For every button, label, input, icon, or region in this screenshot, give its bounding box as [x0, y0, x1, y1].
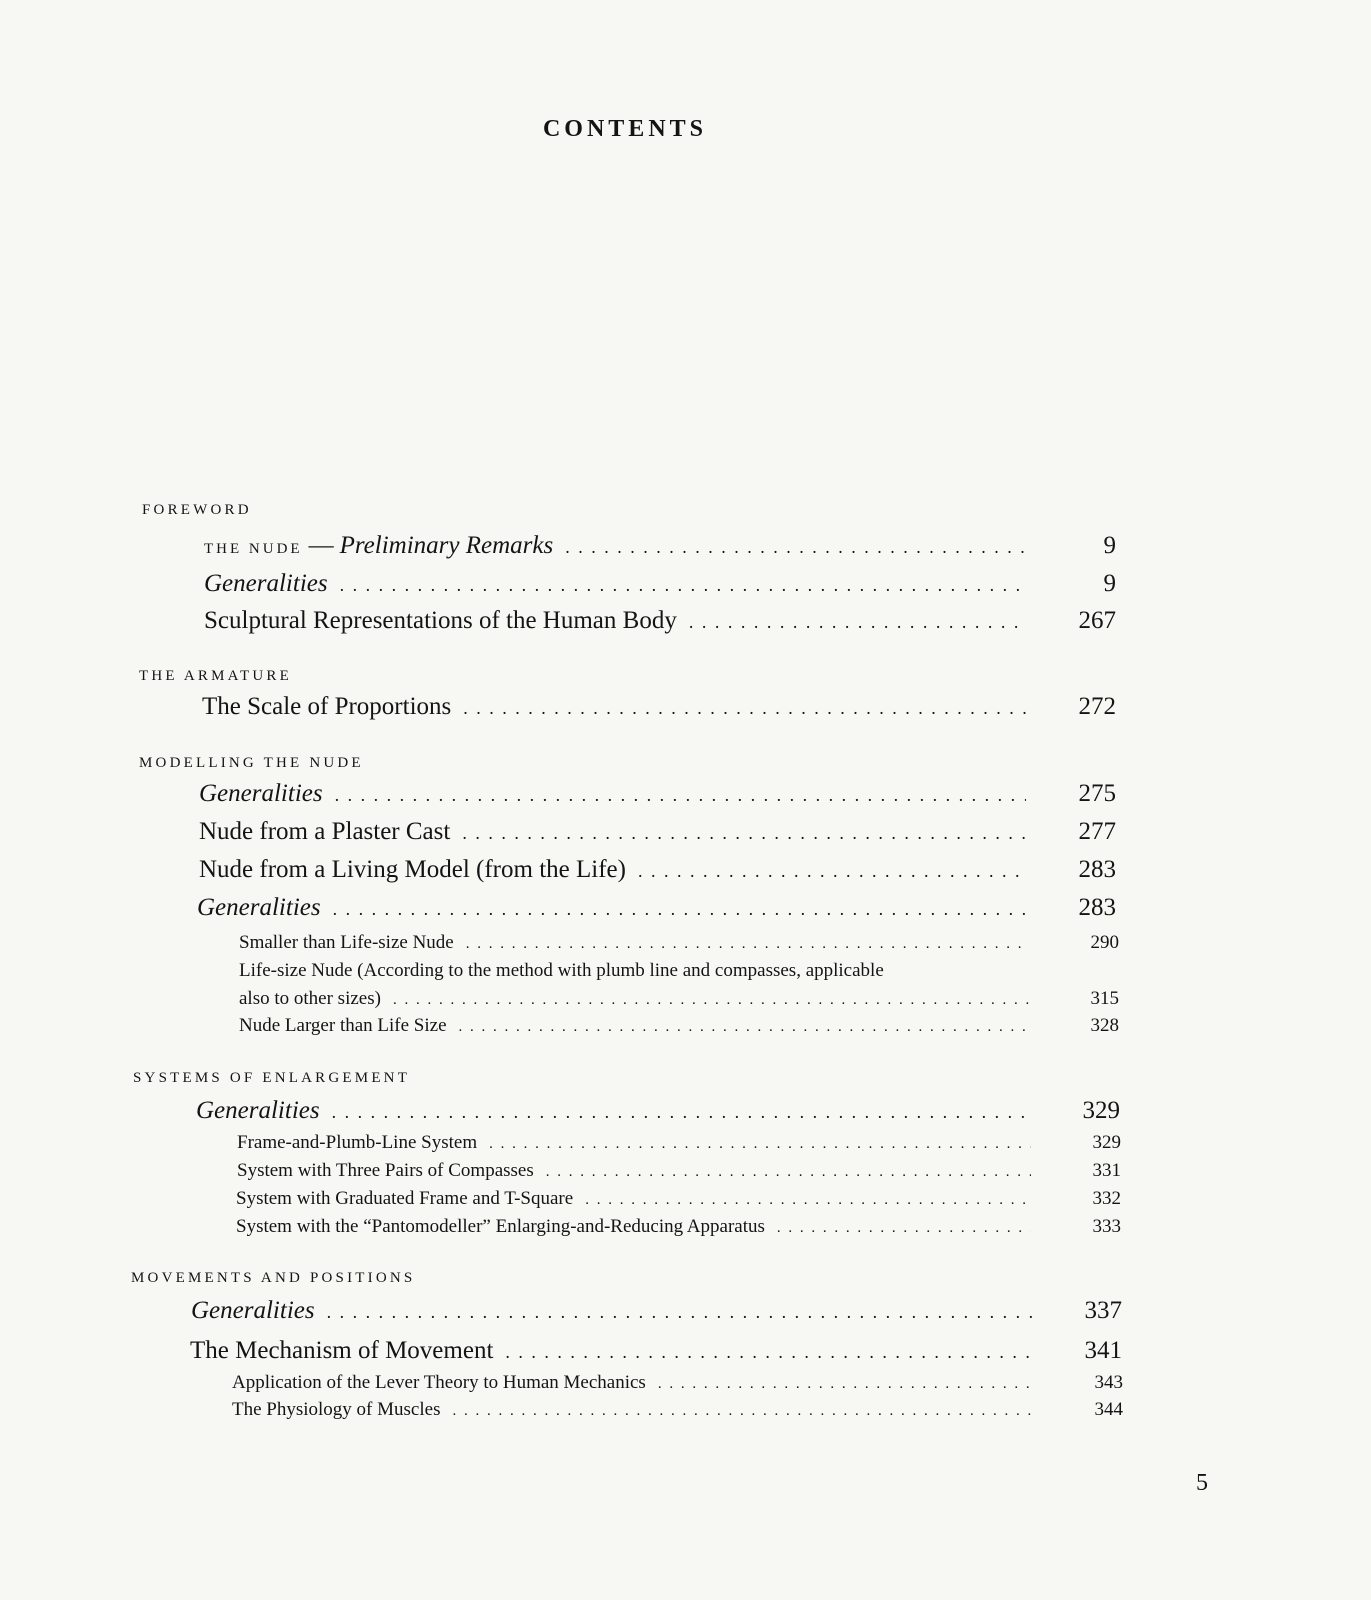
toc-entry-label: Generalities: [196, 1097, 320, 1124]
section-heading-movements: MOVEMENTS AND POSITIONS: [131, 1270, 416, 1286]
dot-leader: [335, 785, 1026, 806]
toc-entry-label-rest: Preliminary Remarks: [339, 532, 554, 559]
toc-entry-label: System with the “Pantomodeller” Enlarging-and-Reducing Apparatus: [236, 1216, 765, 1237]
toc-entry-label: Sculptural Representations of the Human Body: [204, 607, 677, 634]
dot-leader: [466, 936, 1029, 953]
toc-entry-label: The Mechanism of Movement: [190, 1337, 494, 1364]
toc-entry-label: Generalities: [199, 780, 323, 807]
toc-page-number: 331: [1092, 1160, 1121, 1181]
toc-subentry-life-size-line1[interactable]: Life-size Nude (According to the method with plumb line and compasses, applicable: [239, 960, 884, 981]
toc-entry-scale-of-proportions[interactable]: [202, 693, 1116, 721]
section-heading-foreword: FOREWORD: [142, 502, 252, 518]
toc-entry-label: Nude Larger than Life Size: [239, 1015, 447, 1036]
toc-page-number: 343: [1094, 1372, 1123, 1393]
dot-leader: [452, 1403, 1033, 1420]
toc-page-number: 341: [1084, 1337, 1122, 1364]
toc-page-number: 267: [1078, 607, 1116, 634]
toc-entry-label: Nude from a Plaster Cast: [199, 818, 451, 845]
toc-page-number: 290: [1090, 932, 1119, 953]
toc-subentry-smaller-than-life[interactable]: [239, 932, 1119, 954]
toc-entry-label: Application of the Lever Theory to Human Mechanics: [232, 1372, 646, 1393]
toc-entry-generalities[interactable]: [204, 570, 1116, 598]
toc-page-number: 315: [1090, 988, 1119, 1009]
page-title: CONTENTS: [542, 116, 708, 142]
toc-subentry-larger-than-life[interactable]: [239, 1015, 1119, 1037]
toc-subentry-physiology-of-muscles[interactable]: [232, 1399, 1123, 1421]
dot-leader: [332, 1102, 1030, 1123]
toc-entry-generalities[interactable]: [196, 1097, 1120, 1125]
toc-entry-label: Frame-and-Plumb-Line System: [237, 1132, 478, 1153]
dot-leader: [340, 575, 1026, 596]
section-heading-enlargement: SYSTEMS OF ENLARGEMENT: [133, 1070, 411, 1086]
dot-leader: [505, 1342, 1032, 1363]
toc-page-number: 332: [1092, 1188, 1121, 1209]
toc-page-number: 277: [1078, 818, 1116, 845]
toc-entry-mechanism-of-movement[interactable]: [190, 1337, 1122, 1365]
toc-entry-label-lead: THE NUDE: [204, 541, 303, 557]
dot-leader: [463, 698, 1026, 719]
dot-leader: [658, 1376, 1033, 1393]
toc-entry-label: System with Three Pairs of Compasses: [237, 1160, 534, 1181]
toc-page-number: 328: [1090, 1015, 1119, 1036]
toc-entry-the-nude[interactable]: [204, 532, 1116, 560]
toc-subentry-three-compasses[interactable]: [237, 1160, 1121, 1182]
toc-subentry-lever-theory[interactable]: [232, 1372, 1123, 1394]
toc-entry-label: Smaller than Life-size Nude: [239, 932, 454, 953]
toc-page-number: 333: [1092, 1216, 1121, 1237]
toc-subentry-frame-plumb-line[interactable]: [237, 1132, 1121, 1154]
toc-entry-label: System with Graduated Frame and T-Square: [236, 1188, 574, 1209]
toc-page-number: 283: [1078, 894, 1116, 921]
toc-subentry-pantomodeller[interactable]: [236, 1216, 1121, 1238]
page-folio-number: 5: [1196, 1470, 1208, 1496]
toc-page-number: 9: [1103, 570, 1116, 597]
dot-leader: [546, 1164, 1031, 1181]
dot-leader: [393, 992, 1029, 1009]
toc-entry-label: Generalities: [191, 1297, 315, 1324]
toc-entry-label: The Physiology of Muscles: [232, 1399, 441, 1420]
dot-leader: [585, 1192, 1031, 1209]
dot-leader: [638, 861, 1026, 882]
toc-entry-label-dash: —: [308, 532, 334, 559]
toc-page-number: 272: [1078, 693, 1116, 720]
toc-entry-plaster-cast[interactable]: [199, 818, 1116, 846]
toc-subentry-life-size[interactable]: [239, 988, 1119, 1010]
dot-leader: [333, 899, 1026, 920]
toc-entry-label: Generalities: [197, 894, 321, 921]
toc-page-number: 329: [1082, 1097, 1120, 1124]
toc-entry-label: The Scale of Proportions: [202, 693, 452, 720]
toc-entry-generalities[interactable]: [191, 1297, 1122, 1325]
toc-page-number: 337: [1084, 1297, 1122, 1324]
dot-leader: [777, 1220, 1031, 1237]
toc-entry-label: also to other sizes): [239, 988, 381, 1009]
toc-page-number: 283: [1078, 856, 1116, 883]
toc-entry-label: [204, 532, 553, 560]
dot-leader: [565, 537, 1026, 558]
dot-leader: [462, 823, 1026, 844]
toc-page-number: 275: [1078, 780, 1116, 807]
toc-page-number: 9: [1103, 532, 1116, 559]
section-heading-armature: THE ARMATURE: [139, 668, 292, 684]
toc-page-number: 329: [1092, 1132, 1121, 1153]
toc-entry-generalities[interactable]: [197, 894, 1116, 922]
toc-entry-label: Generalities: [204, 570, 328, 597]
toc-subentry-graduated-frame[interactable]: [236, 1188, 1121, 1210]
dot-leader: [459, 1019, 1029, 1036]
toc-page-number: 344: [1094, 1399, 1123, 1420]
dot-leader: [689, 612, 1026, 633]
toc-entry-label: Nude from a Living Model (from the Life): [199, 856, 626, 883]
dot-leader: [327, 1302, 1032, 1323]
toc-entry-sculptural-representations[interactable]: [204, 607, 1116, 635]
section-heading-modelling: MODELLING THE NUDE: [139, 755, 364, 771]
dot-leader: [489, 1136, 1031, 1153]
toc-entry-living-model[interactable]: [199, 856, 1116, 884]
toc-entry-generalities[interactable]: [199, 780, 1116, 808]
